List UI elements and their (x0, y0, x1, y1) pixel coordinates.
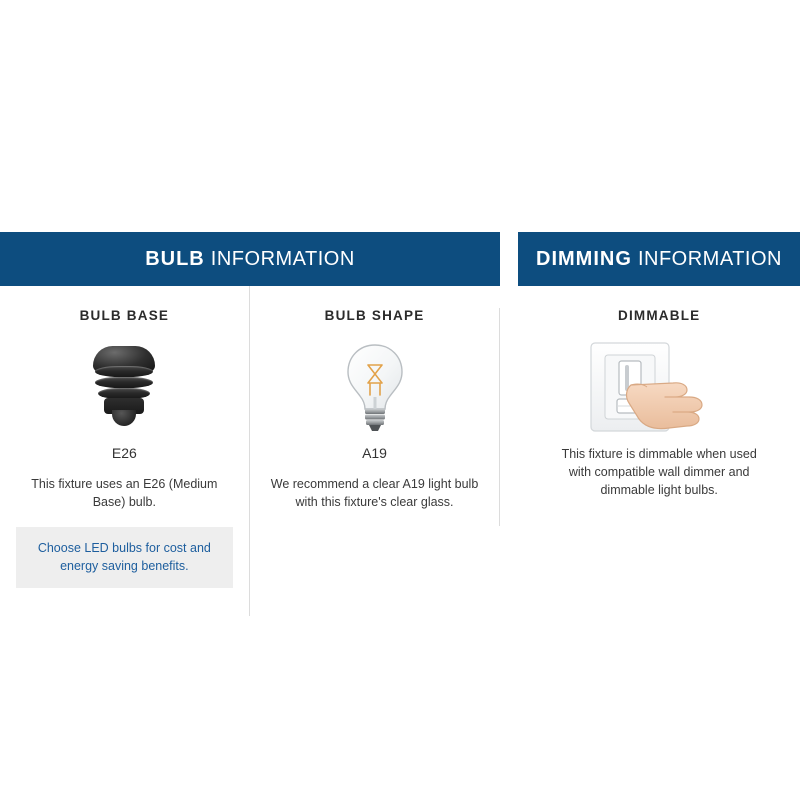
bulb-base-description: This fixture uses an E26 (Medium Base) bulb. (31, 477, 218, 510)
e26-bulb-base-icon (87, 346, 161, 428)
dimmable-art (534, 339, 784, 435)
header-bands (0, 232, 800, 286)
bulb-information-title-strong: BULB (145, 247, 205, 270)
bulb-shape-title: BULB SHAPE (324, 308, 425, 323)
e26-tip-contact (112, 410, 136, 426)
bulb-information-band (0, 232, 500, 286)
bulb-base-title: BULB BASE (79, 308, 170, 323)
panel-divider (499, 308, 500, 526)
dimmable-column (518, 286, 800, 616)
bulb-shape-art (266, 339, 484, 435)
dimming-information-title (536, 248, 782, 271)
bulb-base-label: E26 (111, 445, 137, 461)
led-tip-callout: Choose LED bulbs for cost and energy saving benefits. (16, 527, 233, 587)
bulb-shape-column (250, 286, 500, 616)
dimming-information-title-strong: DIMMING (536, 247, 632, 270)
bulb-base-column (0, 286, 250, 616)
bulb-shape-description: We recommend a clear A19 light bulb with this fixture's clear glass. (270, 477, 479, 510)
dimming-information-title-rest: INFORMATION (631, 247, 782, 270)
bulb-base-art (16, 339, 233, 435)
e26-thread-2 (95, 377, 153, 388)
a19-bulb-icon (340, 339, 410, 435)
bulb-information-title-rest: INFORMATION (204, 247, 355, 270)
dimmable-description: This fixture is dimmable when used with compatible wall dimmer and dimmable light bulbs. (561, 447, 757, 498)
bulb-and-dimming-infographic (0, 232, 800, 616)
infographic-body (0, 286, 800, 616)
wall-dimmer-hand-icon (569, 339, 749, 435)
dimming-information-band (518, 232, 800, 286)
dimmable-title: DIMMABLE (618, 308, 701, 323)
e26-thread-1 (95, 366, 153, 377)
bulb-information-title (145, 248, 355, 271)
bulb-shape-label: A19 (362, 445, 387, 461)
